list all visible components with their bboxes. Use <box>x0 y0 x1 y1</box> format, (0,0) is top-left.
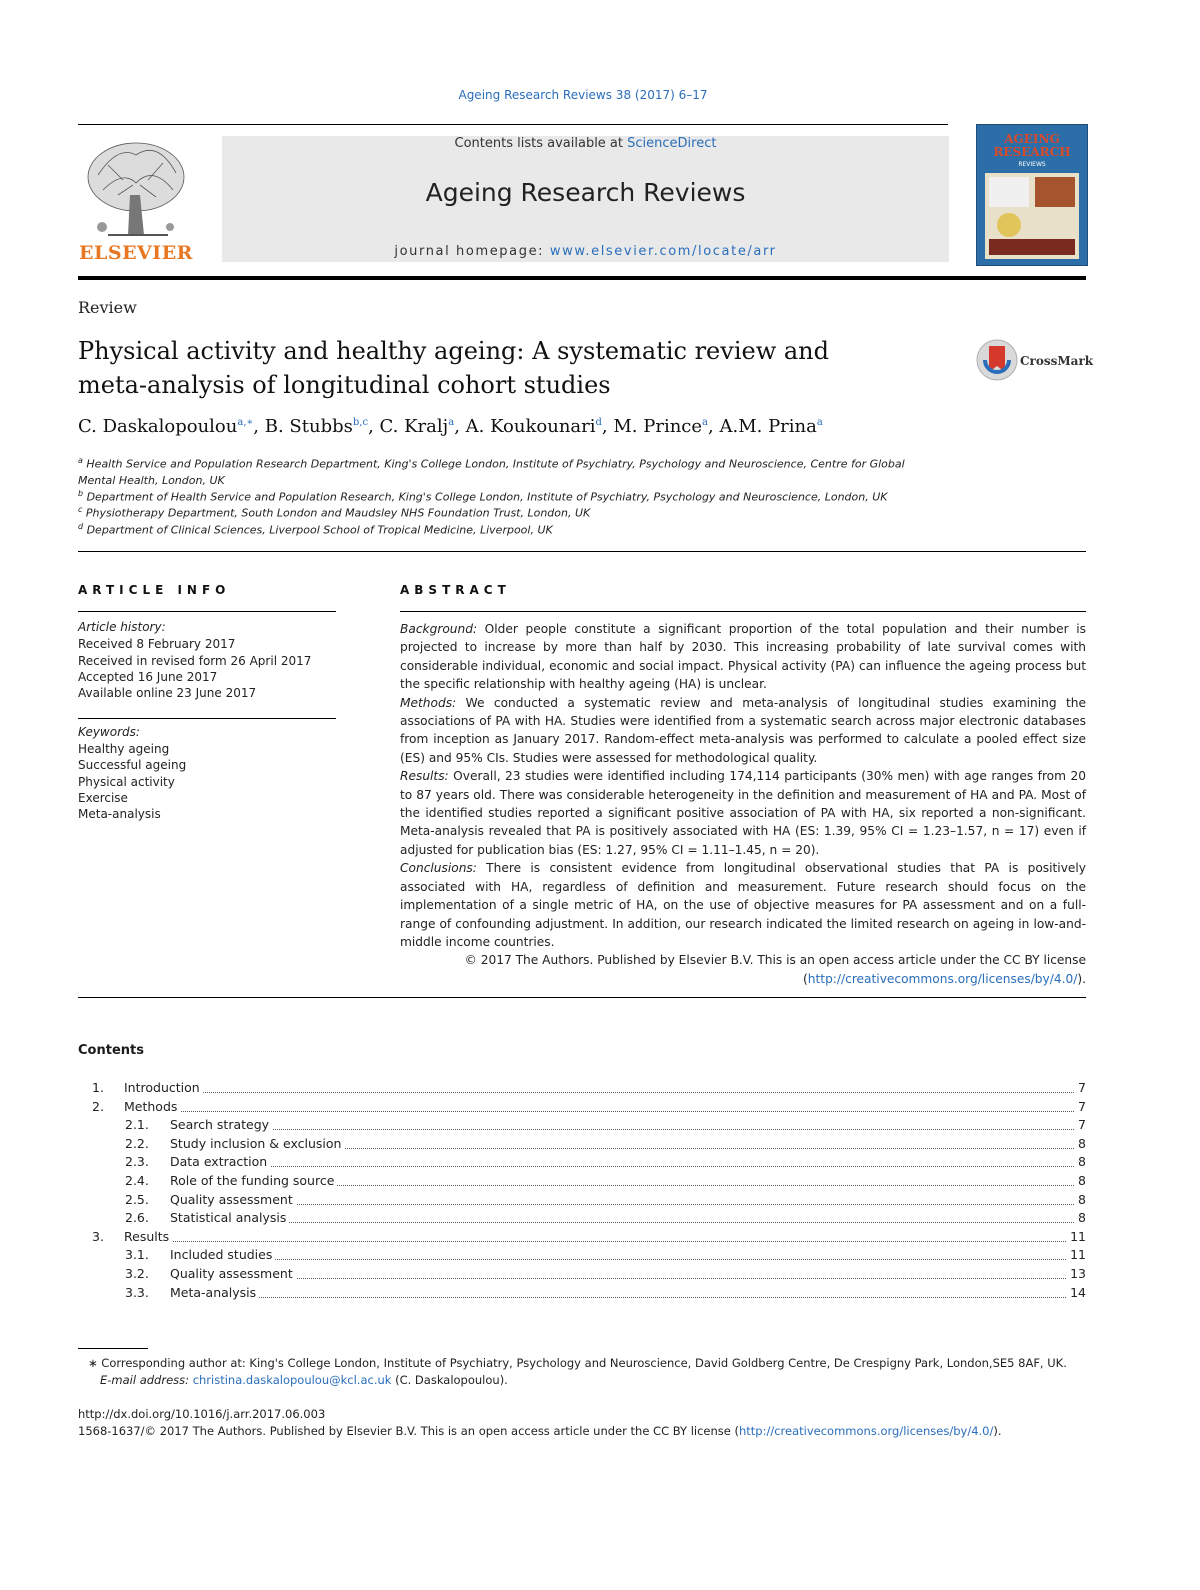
toc-leader-dots <box>170 1222 1086 1223</box>
toc-page-number: 8 <box>1075 1210 1086 1225</box>
cover-title: AGEING RESEARCH <box>993 132 1071 159</box>
toc-entry[interactable] <box>78 1173 1086 1191</box>
toc-number: 3.3. <box>125 1284 149 1300</box>
affiliation-d <box>78 519 553 539</box>
toc-entry[interactable] <box>78 1117 1086 1135</box>
author-name[interactable]: A.M. Prina <box>719 416 817 437</box>
toc-leader-dots <box>170 1297 1086 1298</box>
doi-link[interactable]: http://dx.doi.org/10.1016/j.arr.2017.06.003 <box>78 1407 326 1421</box>
toc-title[interactable]: Introduction <box>124 1080 203 1095</box>
toc-leader-dots <box>124 1092 1086 1093</box>
journal-name: Ageing Research Reviews <box>425 178 746 207</box>
toc-leader-dots <box>170 1278 1086 1279</box>
toc-page-number: 8 <box>1075 1192 1086 1207</box>
journal-homepage-line <box>222 244 949 259</box>
toc-number: 2.6. <box>125 1210 149 1226</box>
toc-page-number: 8 <box>1075 1173 1086 1188</box>
header-rule <box>78 124 948 125</box>
toc-page-number: 8 <box>1075 1136 1086 1151</box>
toc-number: 3. <box>92 1228 104 1244</box>
abstract-conclusions <box>400 859 1086 951</box>
history-online: Available online 23 June 2017 <box>78 686 257 700</box>
toc-title[interactable]: Statistical analysis <box>170 1210 289 1225</box>
conclusions-label: Conclusions: <box>400 861 477 876</box>
affiliation-mark: d <box>78 522 84 531</box>
toc-page-number: 7 <box>1075 1117 1086 1132</box>
affiliation-text: Health Service and Population Research Department, King's College London, Institute of Psychiatry, Psychology and Neuroscience, Centre for Global <box>86 457 905 471</box>
background-text: Older people constitute a significant proportion of the total population and their number is projected to increase by more than half by 2030. This increasing probability of late survival comes with considerable individual, economic and social impact. Physical activity (PA) can influence the ageing process but the specific relationship with healthy ageing (HA) is unclear. <box>400 622 1086 692</box>
publisher-logo-text: ELSEVIER <box>79 242 193 264</box>
affiliation-rule <box>78 551 1086 552</box>
journal-cover-thumbnail[interactable] <box>976 124 1088 266</box>
journal-header-band <box>222 136 949 262</box>
issn-license-line <box>78 1423 1002 1440</box>
abstract-rule <box>400 611 1086 612</box>
history-accepted: Accepted 16 June 2017 <box>78 670 218 684</box>
toc-title[interactable]: Data extraction <box>170 1154 270 1169</box>
keyword: Successful ageing <box>78 758 187 772</box>
toc-entry[interactable] <box>78 1247 1086 1265</box>
keyword: Exercise <box>78 791 128 805</box>
author-name[interactable]: B. Stubbs <box>264 416 353 437</box>
author-affiliation-marks[interactable]: b,c <box>352 417 369 428</box>
results-label: Results: <box>400 769 449 784</box>
toc-page-number: 11 <box>1067 1247 1086 1262</box>
keyword: Physical activity <box>78 775 175 789</box>
affiliation-text: Physiotherapy Department, South London and Maudsley NHS Foundation Trust, London, UK <box>85 506 591 520</box>
toc-title[interactable]: Search strategy <box>170 1117 272 1132</box>
toc-page-number: 8 <box>1075 1154 1086 1169</box>
toc-leader-dots <box>124 1111 1086 1112</box>
toc-title[interactable]: Included studies <box>170 1247 275 1262</box>
issn-license-link[interactable]: http://creativecommons.org/licenses/by/4.0/ <box>739 1424 994 1438</box>
author-name[interactable]: A. Koukounari <box>465 416 596 437</box>
contents-heading: Contents <box>78 1043 144 1058</box>
toc-entry[interactable] <box>78 1192 1086 1210</box>
license-link[interactable]: http://creativecommons.org/licenses/by/4.0/ <box>807 971 1078 986</box>
abstract-body <box>400 620 1086 988</box>
abstract-bottom-rule <box>78 997 1086 998</box>
author-separator: , <box>708 416 720 437</box>
article-title-line-1: Physical activity and healthy ageing: A systematic review and <box>78 337 829 365</box>
author-list <box>78 416 823 437</box>
abstract-license <box>400 951 1086 988</box>
issn-close: ). <box>993 1424 1002 1438</box>
toc-page-number: 7 <box>1075 1099 1086 1114</box>
toc-entry[interactable] <box>78 1266 1086 1284</box>
keywords-label: Keywords: <box>78 725 140 739</box>
article-type: Review <box>78 298 137 317</box>
toc-entry[interactable] <box>78 1154 1086 1172</box>
toc-title[interactable]: Methods <box>124 1099 180 1114</box>
author-separator: , <box>454 416 466 437</box>
toc-title[interactable]: Role of the funding source <box>170 1173 337 1188</box>
toc-title[interactable]: Results <box>124 1229 172 1244</box>
affiliation-text: Department of Health Service and Population Research, King's College London, Institute of Psychiatry, Psychology and Neuroscience, London, UK <box>86 490 888 504</box>
toc-page-number: 11 <box>1067 1229 1086 1244</box>
license-text: © 2017 The Authors. Published by Elsevier B.V. This is an open access article under the CC BY license <box>464 953 1086 968</box>
toc-entry[interactable] <box>78 1229 1086 1247</box>
affiliation-text-cont: Mental Health, London, UK <box>78 473 225 487</box>
toc-entry[interactable] <box>78 1210 1086 1228</box>
author-affiliation-marks[interactable]: a,∗ <box>237 417 254 428</box>
history-received: Received 8 February 2017 <box>78 637 236 651</box>
toc-number: 2.4. <box>125 1173 149 1188</box>
background-label: Background: <box>400 622 478 636</box>
issn-text: 1568-1637/© 2017 The Authors. Published by Elsevier B.V. This is an open access article under the CC BY license ( <box>78 1424 739 1438</box>
methods-text: We conducted a systematic review and meta-analysis of longitudinal studies examining the associations of PA with HA. Studies were identified from a systematic search across major electronic databases from inception as January 2017. Random-effect meta-analysis was performed to calculate a pooled effect size (ES) and 95% CIs. Studies were assessed for methodological quality. <box>400 695 1086 765</box>
toc-entry[interactable] <box>78 1080 1086 1098</box>
article-title <box>78 334 938 402</box>
sciencedirect-link[interactable]: ScienceDirect <box>627 136 717 151</box>
email-line <box>100 1372 508 1389</box>
methods-label: Methods: <box>400 695 457 710</box>
affiliation-mark: c <box>78 505 83 514</box>
toc-title[interactable]: Meta-analysis <box>170 1285 259 1300</box>
toc-title[interactable]: Study inclusion & exclusion <box>170 1136 344 1151</box>
toc-entry[interactable] <box>78 1099 1086 1117</box>
homepage-prefix: journal homepage: <box>394 244 550 259</box>
affiliation-mark: a <box>78 456 83 465</box>
homepage-link[interactable]: www.elsevier.com/locate/arr <box>549 244 777 259</box>
toc-leader-dots <box>170 1166 1086 1167</box>
toc-entry[interactable] <box>78 1136 1086 1154</box>
toc-title[interactable]: Quality assessment <box>170 1266 296 1281</box>
toc-number: 2.2. <box>125 1135 149 1151</box>
toc-number: 1. <box>92 1080 104 1095</box>
email-link[interactable]: christina.daskalopoulou@kcl.ac.uk <box>192 1373 392 1387</box>
header-thick-rule <box>78 276 1086 280</box>
toc-page-number: 7 <box>1075 1080 1086 1095</box>
author-separator: , <box>601 416 614 437</box>
toc-number: 2.3. <box>125 1154 149 1170</box>
abstract-background <box>400 620 1086 694</box>
journal-reference[interactable]: Ageing Research Reviews 38 (2017) 6–17 <box>458 88 708 102</box>
toc-number: 2.5. <box>125 1191 149 1207</box>
toc-leader-dots <box>170 1259 1086 1260</box>
history-revised: Received in revised form 26 April 2017 <box>78 654 312 668</box>
results-text: Overall, 23 studies were identified including 174,114 participants (30% men) with age ranges from 20 to 87 years old. There was considerable heterogeneity in the definition and measurement of HA and PA. Most of the identified studies reported a significant positive association of PA with HA, six reported a non-significant. Meta-analysis revealed that PA is positively associated with HA (ES: 1.39, 95% CI = 1.23–1.57, n = 17) even if adjusted for publication bias (ES: 1.27, 95% CI = 1.11–1.45, n = 20). <box>400 769 1086 857</box>
conclusions-text: There is consistent evidence from longitudinal observational studies that PA is positively associated with HA, regardless of definition and measurement. Future research should focus on the implementation of a single metric of HA, on the use of objective measures for PA assessment and on a full-range of confounding adjustment. In addition, our research indicated the limited research on ageing in low-and-middle income countries. <box>400 861 1086 949</box>
affiliation-a <box>78 453 905 489</box>
email-suffix: (C. Daskalopoulou). <box>391 1373 508 1387</box>
keywords-rule <box>78 718 336 719</box>
crossmark-icon <box>975 338 1019 382</box>
author-affiliation-marks[interactable]: a <box>816 417 823 428</box>
footnote-rule <box>78 1348 148 1349</box>
cover-image <box>985 173 1079 259</box>
toc-leader-dots <box>170 1204 1086 1205</box>
license-open: ( <box>803 971 808 986</box>
article-title-line-2: meta-analysis of longitudinal cohort studies <box>78 371 611 399</box>
author-affiliation-marks[interactable]: d <box>595 417 602 428</box>
contents-prefix: Contents lists available at <box>454 136 628 151</box>
toc-number: 2. <box>92 1098 104 1114</box>
article-info-rule <box>78 611 336 612</box>
author-name[interactable]: C. Kralj <box>379 416 449 437</box>
keyword: Meta-analysis <box>78 807 161 821</box>
keyword: Healthy ageing <box>78 742 170 756</box>
toc-page-number: 14 <box>1067 1285 1086 1300</box>
crossmark-label: CrossMark <box>1020 354 1094 368</box>
affiliation-text: Department of Clinical Sciences, Liverpool School of Tropical Medicine, Liverpool, UK <box>86 523 553 537</box>
abstract-methods <box>400 694 1086 768</box>
affiliation-mark: b <box>78 489 84 498</box>
toc-number: 3.2. <box>125 1266 149 1281</box>
author-affiliation-marks[interactable]: a <box>448 417 455 428</box>
license-close: ). <box>1077 971 1086 986</box>
toc-leader-dots <box>170 1129 1086 1130</box>
toc-page-number: 13 <box>1067 1266 1086 1281</box>
author-separator: , <box>253 416 265 437</box>
author-affiliation-marks[interactable]: a <box>702 417 709 428</box>
email-label: E-mail address: <box>100 1373 193 1387</box>
toc-number: 2.1. <box>125 1117 149 1133</box>
toc-number: 3.1. <box>125 1247 149 1263</box>
author-name[interactable]: C. Daskalopoulou <box>78 416 238 437</box>
author-separator: , <box>368 416 380 437</box>
article-info-heading: ARTICLE INFO <box>78 583 231 597</box>
contents-available-line <box>222 136 949 151</box>
toc-title[interactable]: Quality assessment <box>170 1192 296 1207</box>
author-name[interactable]: M. Prince <box>613 416 703 437</box>
toc-leader-dots <box>124 1241 1086 1242</box>
abstract-results <box>400 767 1086 859</box>
abstract-heading: ABSTRACT <box>400 583 511 597</box>
cover-subtitle: REVIEWS <box>1018 161 1046 168</box>
toc-entry[interactable] <box>78 1285 1086 1303</box>
corresponding-author-note: ∗ Corresponding author at: King's College London, Institute of Psychiatry, Psychology and Neuroscience, David Goldberg Centre, De Crespigny Park, London,SE5 8AF, UK. <box>88 1356 1067 1370</box>
history-label: Article history: <box>78 620 166 634</box>
